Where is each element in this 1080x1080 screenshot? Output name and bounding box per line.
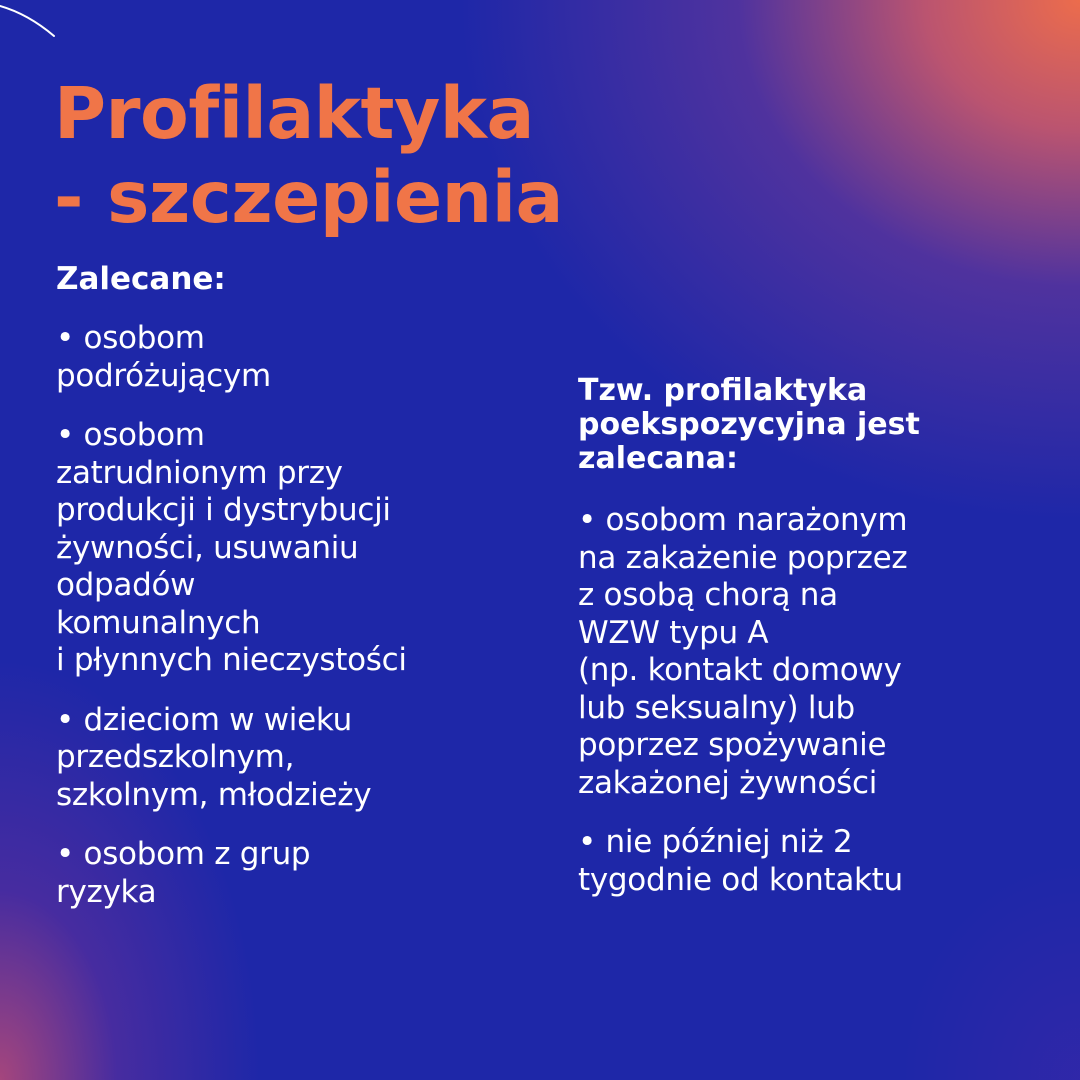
page-title [54,72,563,240]
list-item-travelers: • osobom podróżującym [56,320,271,394]
list-item-children: • dzieciom w wieku przedszkolnym, szkolnym, młodzieży [56,701,372,813]
list-item-exposed-persons: • osobom narażonym na zakażenie poprzez z osobą chorą na WZW typu A (np. kontakt domowy lub seksualny) lub poprzez spożywanie zakażonej żywności [578,502,908,801]
title-line-1: Profilaktyka [54,72,534,155]
list-item-timing: • nie później niż 2 tygodnie od kontaktu [578,824,903,898]
post-exposure-heading: Tzw. profilaktyka poekspozycyjna jest zalecana: [578,373,920,476]
post-exposure-column [578,374,1018,921]
decorative-arc-icon [0,0,80,50]
recommended-column [56,262,516,933]
recommended-heading: Zalecane: [56,261,226,297]
list-item-risk-groups: • osobom z grup ryzyka [56,836,311,910]
list-item-food-workers: • osobom zatrudnionym przy produkcji i dystrybucji żywności, usuwaniu odpadów komunalnych i płynnych nieczystości [56,417,407,678]
title-line-2: - szczepienia [54,156,563,239]
